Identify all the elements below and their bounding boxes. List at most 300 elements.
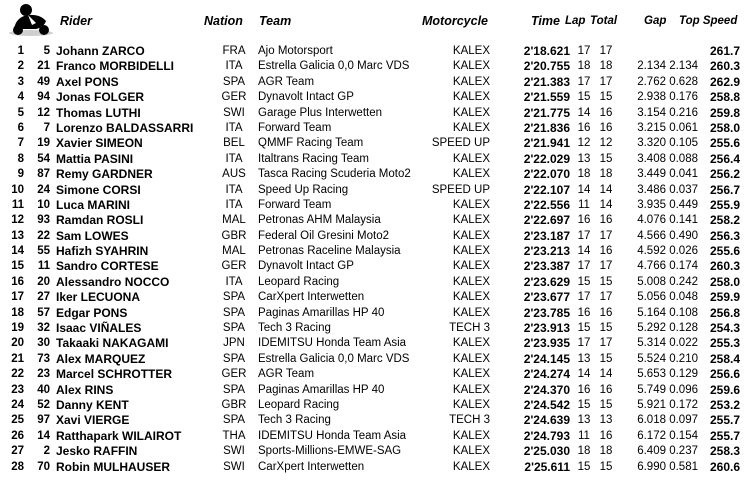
rider-name: Sandro CORTESE — [56, 259, 159, 274]
rider-name: Takaaki NAKAGAMI — [56, 336, 169, 351]
nation: SPA — [222, 291, 246, 304]
gap-to-first: 3.154 — [637, 106, 666, 119]
gap-to-previous: 0.105 — [669, 137, 698, 150]
position: 25 — [11, 414, 24, 427]
nation: GER — [221, 368, 247, 381]
gap-to-first: 4.766 — [637, 260, 666, 273]
lap: 14 — [577, 106, 591, 119]
gap-to-previous: 0.129 — [669, 368, 698, 381]
rider-name: Thomas LUTHI — [56, 105, 141, 120]
nation: ITA — [225, 121, 243, 134]
table-row — [0, 106, 745, 121]
gap-to-previous: 0.061 — [669, 121, 698, 134]
position: 12 — [11, 214, 24, 227]
gap-to-first: 3.215 — [637, 121, 666, 134]
nation: GBR — [221, 229, 247, 242]
total-laps: 16 — [599, 429, 613, 442]
position: 27 — [11, 445, 24, 458]
table-row — [0, 352, 745, 367]
gap-to-previous: 0.096 — [669, 383, 698, 396]
table-row — [0, 121, 745, 136]
lap-time: 2'24.370 — [523, 382, 570, 397]
lap: 18 — [577, 168, 591, 181]
rider-name: Hafizh SYAHRIN — [56, 244, 149, 259]
lap-time: 2'18.621 — [523, 44, 570, 58]
top-speed: 256.3 — [709, 228, 740, 243]
top-speed: 256.8 — [709, 305, 740, 320]
gap-to-first: 3.449 — [637, 168, 666, 181]
table-row — [0, 75, 745, 90]
total-laps: 17 — [599, 75, 613, 88]
lap: 18 — [577, 445, 591, 458]
lap: 14 — [577, 183, 591, 196]
lap: 17 — [577, 337, 591, 350]
motorcycle: KALEX — [452, 168, 490, 181]
team-name: Leopard Racing — [258, 275, 340, 288]
lap-time: 2'25.611 — [524, 459, 570, 474]
rider-number: 2 — [43, 445, 50, 458]
gap-to-previous: 0.128 — [669, 322, 698, 335]
lap: 12 — [577, 137, 591, 150]
gap-to-first: 5.056 — [637, 291, 666, 304]
position: 24 — [11, 398, 24, 411]
top-speed: 261.7 — [709, 44, 740, 58]
rider-name: Robin MULHAUSER — [56, 459, 170, 474]
position: 20 — [11, 337, 24, 350]
gap-to-previous: 0.237 — [669, 445, 698, 458]
col-lap: Lap — [565, 15, 586, 27]
total-laps: 15 — [599, 352, 613, 365]
position: 9 — [17, 168, 24, 181]
table-row — [0, 321, 745, 336]
rider-number: 73 — [37, 352, 50, 365]
position: 26 — [11, 429, 24, 442]
nation: MAL — [222, 245, 246, 258]
total-laps: 16 — [599, 106, 613, 119]
top-speed: 259.9 — [709, 290, 740, 305]
team-name: AGR Team — [258, 75, 315, 88]
total-laps: 18 — [599, 445, 613, 458]
motorcycle: KALEX — [452, 152, 490, 165]
nation: GER — [221, 260, 247, 273]
gap-to-previous: 0.242 — [669, 275, 698, 288]
lap-time: 2'24.145 — [523, 351, 570, 366]
rider-name: Edgar PONS — [56, 305, 128, 320]
gap-to-first: 5.524 — [637, 352, 666, 365]
nation: SPA — [222, 322, 246, 335]
rider-name: Sam LOWES — [56, 228, 129, 243]
motorcycle: TECH 3 — [449, 414, 490, 427]
gap-to-first: 3.935 — [637, 198, 666, 211]
gap-to-first: 4.592 — [637, 245, 666, 258]
total-laps: 17 — [599, 45, 613, 57]
table-row — [0, 152, 745, 167]
table-row — [0, 367, 745, 382]
top-speed: 254.3 — [709, 321, 740, 336]
rider-number: 55 — [37, 245, 50, 258]
gap-to-previous: 0.108 — [669, 306, 698, 319]
total-laps: 12 — [599, 137, 613, 150]
motorcycle: KALEX — [452, 275, 490, 288]
position: 7 — [17, 137, 24, 150]
lap: 18 — [577, 60, 591, 73]
rider-number: 87 — [37, 168, 50, 181]
rider-name: Simone CORSI — [56, 182, 141, 197]
rider-number: 19 — [37, 137, 50, 150]
lap: 15 — [577, 398, 591, 411]
rider-name: Johann ZARCO — [56, 44, 145, 58]
motorcycle: KALEX — [452, 445, 490, 458]
motorcycle: KALEX — [452, 398, 490, 411]
rider-name: Danny KENT — [56, 397, 129, 412]
rider-number: 97 — [37, 414, 50, 427]
gap-to-previous: 0.176 — [669, 91, 698, 104]
team-name: Garage Plus Interwetten — [258, 106, 383, 119]
team-name: Tech 3 Racing — [258, 322, 331, 335]
nation: GBR — [221, 398, 247, 411]
top-speed: 255.7 — [709, 413, 740, 428]
rider-number: 27 — [37, 291, 50, 304]
table-row — [0, 136, 745, 151]
rider-number: 24 — [37, 183, 50, 196]
table-row — [0, 259, 745, 274]
rider-name: Lorenzo BALDASSARRI — [56, 120, 194, 135]
lap-time: 2'21.775 — [523, 105, 570, 120]
total-laps: 14 — [599, 183, 613, 196]
lap: 15 — [577, 322, 591, 335]
motorcycle: KALEX — [452, 368, 490, 381]
position: 1 — [17, 45, 24, 57]
team-name: IDEMITSU Honda Team Asia — [258, 429, 407, 442]
position: 16 — [11, 275, 24, 288]
table-row — [0, 44, 745, 59]
col-motorcycle: Motorcycle — [422, 14, 488, 28]
team-name: Sports-Millions-EMWE-SAG — [258, 445, 402, 458]
gap-to-first: 2.938 — [637, 91, 666, 104]
rider-number: 93 — [37, 214, 50, 227]
gap-to-first: 5.292 — [637, 322, 666, 335]
motorcycle: KALEX — [452, 121, 490, 134]
total-laps: 16 — [599, 214, 613, 227]
lap: 17 — [577, 229, 591, 242]
top-speed: 256.4 — [709, 151, 740, 166]
gap-to-first: 5.749 — [637, 383, 666, 396]
lap: 17 — [577, 260, 591, 273]
gap-to-first: 5.008 — [637, 275, 666, 288]
gap-to-first: 3.320 — [637, 137, 666, 150]
total-laps: 18 — [599, 60, 613, 73]
rider-name: Axel PONS — [56, 74, 119, 89]
lap-time: 2'23.213 — [523, 244, 570, 259]
position: 4 — [17, 91, 24, 104]
col-team: Team — [259, 14, 292, 28]
position: 3 — [17, 75, 24, 88]
nation: THA — [222, 429, 246, 442]
motorcycle: KALEX — [452, 45, 490, 57]
position: 14 — [11, 245, 24, 258]
nation: ITA — [225, 275, 243, 288]
nation: MAL — [222, 214, 246, 227]
lap-time: 2'23.387 — [523, 259, 570, 274]
table-row — [0, 229, 745, 244]
top-speed: 258.0 — [709, 120, 740, 135]
team-name: Dynavolt Intact GP — [258, 260, 354, 273]
motorcycle: KALEX — [452, 245, 490, 258]
top-speed: 258.2 — [709, 213, 740, 228]
motorcycle: KALEX — [452, 214, 490, 227]
team-name: IDEMITSU Honda Team Asia — [258, 337, 407, 350]
team-name: Federal Oil Gresini Moto2 — [258, 229, 390, 242]
table-row — [0, 429, 745, 444]
gap-to-previous: 0.581 — [669, 460, 698, 473]
team-name: Tasca Racing Scuderia Moto2 — [258, 168, 411, 181]
rider-name: Ratthapark WILAIROT — [56, 428, 182, 443]
top-speed: 259.6 — [709, 382, 740, 397]
gap-to-previous: 0.172 — [669, 398, 698, 411]
lap: 16 — [577, 383, 591, 396]
position: 23 — [11, 383, 24, 396]
position: 13 — [11, 229, 24, 242]
rider-number: 10 — [37, 198, 50, 211]
total-laps: 15 — [599, 322, 613, 335]
nation: SPA — [222, 414, 246, 427]
gap-to-previous: 0.048 — [669, 291, 698, 304]
motorcycle: KALEX — [452, 460, 490, 473]
gap-to-previous: 0.210 — [669, 352, 698, 365]
rider-number: 54 — [37, 152, 50, 165]
motorcycle: KALEX — [452, 429, 490, 442]
table-row — [0, 183, 745, 198]
rider-number: 32 — [37, 322, 50, 335]
lap-time: 2'23.913 — [523, 321, 570, 336]
top-speed: 256.6 — [709, 367, 740, 382]
team-name: Italtrans Racing Team — [258, 152, 370, 165]
total-laps: 16 — [599, 306, 613, 319]
table-row — [0, 167, 745, 182]
gap-to-previous: 0.037 — [669, 183, 698, 196]
lap: 15 — [577, 275, 591, 288]
gap-to-first: 6.018 — [637, 414, 666, 427]
top-speed: 260.3 — [709, 259, 740, 274]
rider-name: Xavier SIMEON — [56, 136, 143, 151]
nation: SPA — [222, 352, 246, 365]
top-speed: 255.6 — [709, 136, 740, 151]
nation: SPA — [222, 383, 246, 396]
top-speed: 260.3 — [709, 59, 740, 74]
lap-time: 2'23.629 — [523, 274, 570, 289]
position: 19 — [11, 322, 24, 335]
rider-number: 22 — [37, 229, 50, 242]
position: 15 — [11, 260, 24, 273]
lap-time: 2'24.793 — [523, 428, 570, 443]
rider-number: 57 — [37, 306, 50, 319]
gap-to-previous: 0.628 — [669, 75, 698, 88]
position: 5 — [17, 106, 24, 119]
team-name: Forward Team — [258, 121, 332, 134]
lap: 11 — [578, 429, 590, 442]
total-laps: 16 — [599, 121, 613, 134]
total-laps: 16 — [599, 245, 613, 258]
rider-number: 14 — [37, 429, 50, 442]
total-laps: 15 — [599, 398, 613, 411]
rider-name: Marcel SCHROTTER — [56, 367, 173, 382]
team-name: CarXpert Interwetten — [258, 460, 365, 473]
team-name: Leopard Racing — [258, 398, 340, 411]
top-speed: 262.9 — [709, 74, 740, 89]
gap-to-first: 3.486 — [637, 183, 666, 196]
rider-number: 70 — [37, 460, 50, 473]
gap-to-first: 3.408 — [637, 152, 666, 165]
lap: 17 — [577, 291, 591, 304]
gap-to-previous: 0.097 — [669, 414, 698, 427]
lap-time: 2'21.559 — [523, 90, 570, 105]
total-laps: 15 — [599, 91, 613, 104]
motorcycle: KALEX — [452, 60, 490, 73]
position: 18 — [11, 306, 24, 319]
gap-to-previous: 0.490 — [669, 229, 698, 242]
rider-name: Xavi VIERGE — [56, 413, 130, 428]
motorcycle: KALEX — [452, 75, 490, 88]
motorcycle: KALEX — [452, 198, 490, 211]
rider-number: 11 — [37, 260, 50, 273]
col-gap: Gap — [644, 15, 667, 27]
lap-time: 2'24.274 — [523, 367, 570, 382]
gap-to-previous: 2.134 — [669, 60, 698, 73]
lap-time: 2'21.941 — [523, 136, 570, 151]
team-name: Dynavolt Intact GP — [258, 91, 354, 104]
gap-to-previous: 0.154 — [669, 429, 698, 442]
table-row — [0, 336, 745, 351]
lap-time: 2'22.107 — [523, 182, 570, 197]
rider-number: 49 — [37, 75, 50, 88]
team-name: Estrella Galicia 0,0 Marc VDS — [258, 352, 410, 365]
top-speed: 255.9 — [709, 197, 740, 212]
rider-number: 5 — [43, 45, 50, 57]
lap-time: 2'21.383 — [523, 74, 570, 89]
nation: JPN — [223, 337, 245, 350]
lap: 15 — [577, 91, 591, 104]
table-row — [0, 413, 745, 428]
lap: 14 — [577, 368, 591, 381]
nation: BEL — [223, 137, 245, 150]
lap-time: 2'24.639 — [523, 413, 570, 428]
gap-to-first: 6.172 — [637, 429, 666, 442]
top-speed: 258.8 — [709, 90, 740, 105]
motorcycle: KALEX — [452, 337, 490, 350]
total-laps: 15 — [599, 275, 613, 288]
total-laps: 15 — [599, 152, 613, 165]
lap: 13 — [577, 414, 591, 427]
team-name: Petronas AHM Malaysia — [258, 214, 381, 227]
nation: FRA — [222, 45, 246, 57]
table-row — [0, 290, 745, 305]
lap-time: 2'23.187 — [523, 228, 570, 243]
lap: 16 — [577, 306, 591, 319]
gap-to-first: 5.653 — [637, 368, 666, 381]
motorcycle: KALEX — [452, 229, 490, 242]
gap-to-first: 2.134 — [637, 60, 666, 73]
top-speed: 255.7 — [709, 428, 740, 443]
table-row — [0, 90, 745, 105]
total-laps: 16 — [599, 383, 613, 396]
total-laps: 18 — [599, 168, 613, 181]
rider-name: Jonas FOLGER — [56, 90, 145, 105]
team-name: CarXpert Interwetten — [258, 291, 365, 304]
lap-time: 2'25.030 — [523, 444, 570, 459]
rider-name: Alessandro NOCCO — [56, 274, 170, 289]
gap-to-previous: 0.449 — [669, 198, 698, 211]
total-laps: 17 — [599, 291, 613, 304]
table-row — [0, 59, 745, 74]
top-speed: 258.0 — [709, 274, 740, 289]
rider-number: 12 — [37, 106, 50, 119]
table-row — [0, 244, 745, 259]
gap-to-first: 5.921 — [637, 398, 666, 411]
motorcycle: KALEX — [452, 106, 490, 119]
table-header — [0, 0, 745, 40]
total-laps: 14 — [599, 198, 613, 211]
lap-time: 2'23.935 — [523, 336, 570, 351]
lap: 11 — [578, 198, 590, 211]
team-name: Paginas Amarillas HP 40 — [258, 306, 385, 319]
col-rider: Rider — [60, 14, 92, 28]
rider-number: 52 — [37, 398, 50, 411]
table-row — [0, 460, 745, 475]
gap-to-previous: 0.088 — [669, 152, 698, 165]
lap-time: 2'20.755 — [523, 59, 570, 74]
nation: SPA — [222, 75, 246, 88]
position: 2 — [17, 60, 24, 73]
col-top-speed: Top Speed — [679, 15, 738, 27]
lap-time: 2'21.836 — [523, 120, 570, 135]
team-name: AGR Team — [258, 368, 315, 381]
position: 8 — [17, 152, 24, 165]
nation: ITA — [225, 60, 243, 73]
rider-name: Isaac VIÑALES — [56, 321, 142, 336]
lap-time: 2'22.029 — [523, 151, 570, 166]
lap: 13 — [577, 352, 591, 365]
nation: ITA — [225, 183, 243, 196]
nation: SWI — [223, 106, 245, 119]
rider-number: 30 — [37, 337, 50, 350]
nation: SWI — [223, 445, 245, 458]
position: 11 — [11, 198, 24, 211]
top-speed: 258.4 — [709, 351, 740, 366]
rider-name: Jesko RAFFIN — [56, 444, 138, 459]
lap-time: 2'22.070 — [523, 167, 570, 182]
lap: 15 — [577, 460, 591, 473]
nation: ITA — [225, 152, 243, 165]
lap-time: 2'22.556 — [523, 197, 570, 212]
rider-number: 20 — [37, 275, 50, 288]
total-laps: 14 — [599, 368, 613, 381]
motorcycle: KALEX — [452, 383, 490, 396]
motorcycle: TECH 3 — [449, 322, 490, 335]
gap-to-previous: 0.216 — [669, 106, 698, 119]
table-row — [0, 198, 745, 213]
position: 21 — [11, 352, 24, 365]
rider-name: Ramdan ROSLI — [56, 213, 144, 228]
rider-name: Remy GARDNER — [56, 167, 153, 182]
gap-to-first: 4.076 — [637, 214, 666, 227]
rider-name: Mattia PASINI — [56, 151, 134, 166]
position: 28 — [11, 460, 24, 473]
top-speed: 256.7 — [709, 182, 740, 197]
rider-name: Franco MORBIDELLI — [56, 59, 175, 74]
lap-time: 2'23.677 — [523, 290, 570, 305]
rider-number: 23 — [37, 368, 50, 381]
gap-to-first: 2.762 — [637, 75, 666, 88]
